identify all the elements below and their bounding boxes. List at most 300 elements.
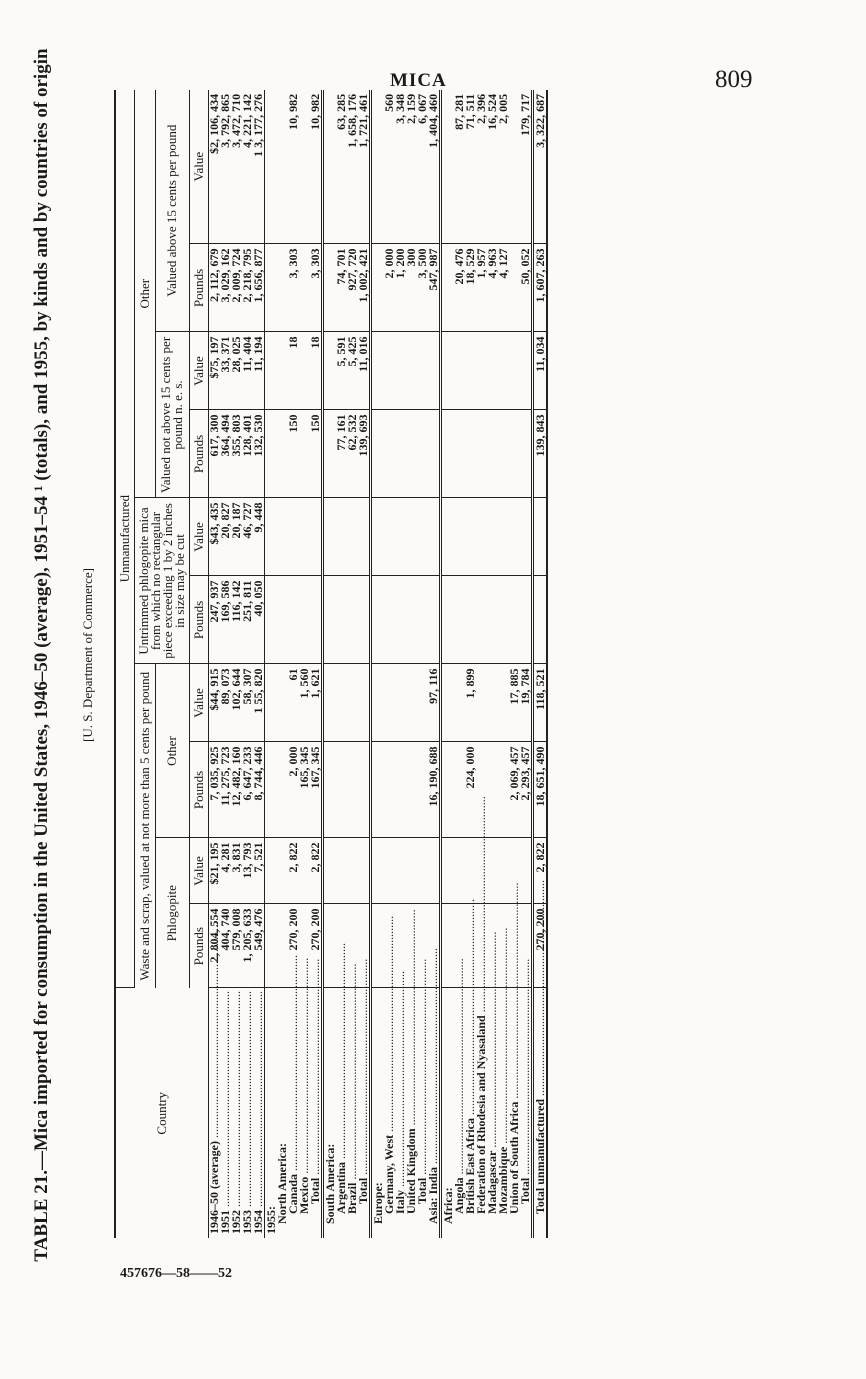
- value-cell: 11, 404: [242, 332, 253, 410]
- pounds-cell: [299, 576, 310, 664]
- value-cell: [509, 498, 520, 576]
- value-cell: 118, 521: [533, 664, 548, 742]
- pounds-cell: 132, 530: [253, 410, 265, 498]
- header-other-group: Other: [135, 90, 156, 498]
- header-value: Value: [190, 498, 209, 576]
- pounds-cell: [509, 410, 520, 498]
- pounds-cell: 12, 482, 160: [231, 742, 242, 838]
- pounds-cell: 1, 607, 263: [533, 244, 548, 332]
- value-cell: $43, 435: [209, 498, 221, 576]
- value-cell: 11, 016: [358, 332, 371, 410]
- header-pounds: Pounds: [190, 576, 209, 664]
- pounds-cell: 2, 000: [384, 244, 395, 332]
- pounds-cell: 18, 651, 490: [533, 742, 548, 838]
- country-label: Federation of Rhodesia and Nyasaland .....: [476, 993, 487, 1235]
- total-row: [520, 90, 533, 1238]
- country-label: 1951 .....: [220, 993, 231, 1235]
- value-cell: [265, 664, 278, 742]
- value-cell: 28, 025: [231, 332, 242, 410]
- value-cell: [441, 498, 455, 576]
- country-label: Total .....: [520, 993, 531, 1235]
- value-cell: 13, 793: [242, 838, 253, 904]
- pounds-cell: [520, 576, 533, 664]
- value-cell: 2, 822: [310, 838, 323, 904]
- value-cell: [323, 838, 337, 904]
- pounds-cell: 2, 293, 457: [520, 742, 533, 838]
- value-cell: $21, 195: [209, 838, 221, 904]
- value-cell: [476, 664, 487, 742]
- pounds-cell: 139, 843: [533, 410, 548, 498]
- header-pounds: Pounds: [190, 410, 209, 498]
- pounds-cell: [323, 576, 337, 664]
- value-cell: [265, 332, 278, 410]
- value-cell: 3, 348: [395, 90, 406, 244]
- pounds-cell: [454, 576, 465, 664]
- value-cell: 3, 322, 687: [533, 90, 548, 244]
- country-label: North America:: [275, 1143, 289, 1224]
- running-title: MICA: [390, 70, 447, 91]
- value-cell: [265, 838, 278, 904]
- value-cell: 3, 472, 710: [231, 90, 242, 244]
- pounds-cell: [358, 742, 371, 838]
- page-number: 809: [715, 66, 753, 93]
- pounds-cell: [520, 410, 533, 498]
- country-label: Africa:: [441, 1187, 455, 1224]
- pounds-cell: 167, 345: [310, 742, 323, 838]
- pounds-cell: 617, 300: [209, 410, 221, 498]
- value-cell: [520, 838, 533, 904]
- value-cell: 16, 524: [487, 90, 498, 244]
- header-above-15: Valued above 15 cents per pound: [155, 90, 189, 332]
- header-pounds: Pounds: [190, 244, 209, 332]
- row-label: [253, 988, 265, 1238]
- value-cell: [428, 838, 441, 904]
- table-caption: TABLE 21.—Mica imported for consumption in the United States, 1946–50 (average), 1951–54 ¹ (totals), and 1955, by kinds and by countries of origin: [31, 48, 52, 1262]
- value-cell: [395, 498, 406, 576]
- value-cell: 89, 073: [220, 664, 231, 742]
- country-label: Madagascar .....: [487, 993, 498, 1235]
- value-cell: [498, 332, 509, 410]
- pounds-cell: 300: [406, 244, 417, 332]
- value-cell: [347, 498, 358, 576]
- pounds-cell: 355, 803: [231, 410, 242, 498]
- value-cell: [406, 838, 417, 904]
- value-cell: 5, 591: [336, 332, 347, 410]
- pounds-cell: [441, 576, 455, 664]
- table-body: [209, 90, 548, 1238]
- row-label: [533, 988, 548, 1238]
- value-cell: 1 3, 177, 276: [253, 90, 265, 244]
- pounds-cell: [371, 742, 385, 838]
- value-cell: [417, 332, 428, 410]
- value-cell: 6, 067: [417, 90, 428, 244]
- value-cell: [371, 664, 385, 742]
- pounds-cell: 1, 205, 633: [242, 904, 253, 988]
- value-cell: 7, 521: [253, 838, 265, 904]
- value-cell: [395, 664, 406, 742]
- value-cell: 2, 822: [288, 838, 299, 904]
- value-cell: 1 55, 820: [253, 664, 265, 742]
- pounds-cell: 3, 303: [288, 244, 299, 332]
- pounds-cell: [395, 410, 406, 498]
- pounds-cell: 224, 000: [465, 742, 476, 838]
- pounds-cell: [428, 576, 441, 664]
- pounds-cell: 2, 804, 554: [209, 904, 221, 988]
- pounds-cell: 2, 218, 795: [242, 244, 253, 332]
- value-cell: 58, 307: [242, 664, 253, 742]
- pounds-cell: 251, 811: [242, 576, 253, 664]
- header-country: Country: [115, 988, 209, 1238]
- country-label: 1953 .....: [242, 993, 253, 1235]
- pounds-cell: [498, 410, 509, 498]
- header-not-above-15: Valued not above 15 cents per pound n. e. s.: [155, 332, 189, 498]
- value-cell: [533, 498, 548, 576]
- value-cell: [476, 498, 487, 576]
- value-cell: 18: [310, 332, 323, 410]
- value-cell: [384, 664, 395, 742]
- pounds-cell: [498, 576, 509, 664]
- value-cell: [417, 838, 428, 904]
- pounds-cell: 50, 052: [520, 244, 533, 332]
- total-row: [358, 90, 371, 1238]
- pounds-cell: 3, 303: [310, 244, 323, 332]
- pounds-cell: 8, 744, 446: [253, 742, 265, 838]
- value-cell: [395, 332, 406, 410]
- value-cell: [323, 664, 337, 742]
- value-cell: 1, 560: [299, 664, 310, 742]
- pounds-cell: [487, 576, 498, 664]
- value-cell: [487, 332, 498, 410]
- pounds-cell: [371, 576, 385, 664]
- value-cell: [310, 498, 323, 576]
- country-label: 1954 .....: [253, 993, 264, 1235]
- header-unmanufactured: Unmanufactured: [115, 90, 135, 988]
- value-cell: 11, 034: [533, 332, 548, 410]
- value-cell: 11, 194: [253, 332, 265, 410]
- country-label: Asia: India .....: [428, 993, 439, 1235]
- country-label: Angola .....: [454, 993, 465, 1235]
- value-cell: [454, 838, 465, 904]
- value-cell: 10, 982: [310, 90, 323, 244]
- pounds-cell: 128, 401: [242, 410, 253, 498]
- pounds-cell: 547, 987: [428, 244, 441, 332]
- pounds-cell: [441, 410, 455, 498]
- header-pounds: Pounds: [190, 742, 209, 838]
- country-label: Union of South Africa .....: [509, 993, 520, 1235]
- value-cell: [520, 498, 533, 576]
- value-cell: 20, 187: [231, 498, 242, 576]
- pounds-cell: [384, 576, 395, 664]
- pounds-cell: [265, 904, 278, 988]
- header-untrimmed-phlogopite: Untrimmed phlogopite mica from which no rectangular piece exceeding 1 by 2 inches in size may be cut: [135, 498, 190, 664]
- value-cell: 19, 784: [520, 664, 533, 742]
- pounds-cell: [487, 410, 498, 498]
- pounds-cell: 2, 000: [288, 742, 299, 838]
- value-cell: [428, 332, 441, 410]
- pounds-cell: [358, 576, 371, 664]
- pounds-cell: 40, 050: [253, 576, 265, 664]
- value-cell: [336, 498, 347, 576]
- value-cell: 102, 644: [231, 664, 242, 742]
- pounds-cell: [441, 742, 455, 838]
- value-cell: [395, 838, 406, 904]
- value-cell: [299, 498, 310, 576]
- value-cell: [358, 664, 371, 742]
- pounds-cell: [265, 576, 278, 664]
- pounds-cell: 18, 529: [465, 244, 476, 332]
- value-cell: 4, 281: [220, 838, 231, 904]
- country-label: South America:: [323, 1143, 337, 1224]
- header-value: Value: [190, 664, 209, 742]
- pounds-cell: 270, 200: [310, 904, 323, 988]
- value-cell: [371, 838, 385, 904]
- pounds-cell: 2, 069, 457: [509, 742, 520, 838]
- pounds-cell: [476, 410, 487, 498]
- pounds-cell: 579, 008: [231, 904, 242, 988]
- value-cell: 3, 792, 865: [220, 90, 231, 244]
- table-row: [253, 90, 265, 1238]
- value-cell: 4, 221, 142: [242, 90, 253, 244]
- pounds-cell: [465, 410, 476, 498]
- pounds-cell: 1, 957: [476, 244, 487, 332]
- value-cell: 17, 885: [509, 664, 520, 742]
- country-label: Total .....: [310, 993, 321, 1235]
- pounds-cell: 74, 701: [336, 244, 347, 332]
- pounds-cell: [277, 576, 288, 664]
- pounds-cell: 2, 112, 679: [209, 244, 221, 332]
- pounds-cell: 7, 035, 925: [209, 742, 221, 838]
- pounds-cell: 11, 275, 723: [220, 742, 231, 838]
- value-cell: 1, 404, 460: [428, 90, 441, 244]
- value-cell: [347, 664, 358, 742]
- pounds-cell: 169, 586: [220, 576, 231, 664]
- pounds-cell: [265, 410, 278, 498]
- pounds-cell: [417, 410, 428, 498]
- pounds-cell: 404, 740: [220, 904, 231, 988]
- pounds-cell: [406, 742, 417, 838]
- value-cell: 9, 448: [253, 498, 265, 576]
- pounds-cell: [476, 576, 487, 664]
- pounds-cell: 549, 476: [253, 904, 265, 988]
- pounds-cell: 116, 142: [231, 576, 242, 664]
- value-cell: 1, 658, 176: [347, 90, 358, 244]
- value-cell: [509, 332, 520, 410]
- value-cell: 1, 899: [465, 664, 476, 742]
- country-label: United Kingdom .....: [406, 993, 417, 1235]
- pounds-cell: [417, 576, 428, 664]
- value-cell: [406, 498, 417, 576]
- value-cell: 179, 717: [520, 90, 533, 244]
- value-cell: [406, 332, 417, 410]
- pounds-cell: 2, 009, 724: [231, 244, 242, 332]
- pounds-cell: 165, 345: [299, 742, 310, 838]
- value-cell: [465, 332, 476, 410]
- value-cell: 97, 116: [428, 664, 441, 742]
- value-cell: [454, 498, 465, 576]
- value-cell: 46, 727: [242, 498, 253, 576]
- value-cell: [265, 498, 278, 576]
- pounds-cell: [265, 244, 278, 332]
- value-cell: [384, 498, 395, 576]
- value-cell: [520, 332, 533, 410]
- table-source-note: [U. S. Department of Commerce]: [80, 568, 95, 743]
- value-cell: [498, 498, 509, 576]
- footer-code: 457676—58——52: [120, 1266, 232, 1281]
- pounds-cell: [323, 742, 337, 838]
- country-label: Argentina .....: [336, 993, 347, 1235]
- pounds-cell: 1, 002, 421: [358, 244, 371, 332]
- pounds-cell: [406, 576, 417, 664]
- pounds-cell: 3, 500: [417, 244, 428, 332]
- pounds-cell: [384, 410, 395, 498]
- total-row: [310, 90, 323, 1238]
- row-label: [310, 988, 323, 1238]
- value-cell: 3, 831: [231, 838, 242, 904]
- value-cell: 18: [288, 332, 299, 410]
- country-label: Mozambique .....: [498, 993, 509, 1235]
- pounds-cell: 6, 647, 233: [242, 742, 253, 838]
- value-cell: 5, 425: [347, 332, 358, 410]
- value-cell: 10, 982: [288, 90, 299, 244]
- pounds-cell: 139, 693: [358, 410, 371, 498]
- value-cell: [336, 838, 347, 904]
- value-cell: [358, 498, 371, 576]
- country-label: Total .....: [358, 993, 369, 1235]
- country-label: Total .....: [417, 993, 428, 1235]
- country-label: 1952 .....: [231, 993, 242, 1235]
- pounds-cell: [395, 576, 406, 664]
- value-cell: [371, 498, 385, 576]
- row-label: [358, 988, 371, 1238]
- pounds-cell: [347, 742, 358, 838]
- value-cell: [487, 498, 498, 576]
- pounds-cell: 364, 494: [220, 410, 231, 498]
- value-cell: 20, 827: [220, 498, 231, 576]
- pounds-cell: [395, 742, 406, 838]
- value-cell: [288, 498, 299, 576]
- value-cell: [441, 664, 455, 742]
- value-cell: $2, 106, 434: [209, 90, 221, 244]
- header-value: Value: [190, 838, 209, 904]
- pounds-cell: [509, 576, 520, 664]
- value-cell: [347, 838, 358, 904]
- pounds-cell: [265, 742, 278, 838]
- country-label: Italy .....: [395, 993, 406, 1235]
- header-pounds: Pounds: [190, 904, 209, 988]
- value-cell: $75, 197: [209, 332, 221, 410]
- value-cell: [476, 332, 487, 410]
- pounds-cell: 150: [310, 410, 323, 498]
- row-label: [428, 988, 441, 1238]
- country-label: Total unmanufactured .....: [535, 993, 546, 1235]
- pounds-cell: [288, 576, 299, 664]
- header-phlogopite: Phlogopite: [155, 838, 189, 988]
- pounds-cell: 1, 200: [395, 244, 406, 332]
- value-cell: 2, 396: [476, 90, 487, 244]
- pounds-cell: [406, 410, 417, 498]
- value-cell: 61: [288, 664, 299, 742]
- value-cell: 87, 281: [454, 90, 465, 244]
- value-cell: 2, 822: [533, 838, 548, 904]
- country-label: Germany, West .....: [384, 993, 395, 1235]
- pounds-cell: 4, 127: [498, 244, 509, 332]
- country-label: Canada .....: [288, 993, 299, 1235]
- table-row: [428, 90, 441, 1238]
- value-cell: $44, 915: [209, 664, 221, 742]
- value-cell: [428, 498, 441, 576]
- country-label: Brazil .....: [347, 993, 358, 1235]
- header-other: Other: [155, 664, 189, 838]
- value-cell: 2, 159: [406, 90, 417, 244]
- value-cell: [384, 838, 395, 904]
- header-value: Value: [190, 90, 209, 244]
- pounds-cell: 247, 937: [209, 576, 221, 664]
- pounds-cell: 4, 963: [487, 244, 498, 332]
- pounds-cell: [465, 576, 476, 664]
- pounds-cell: 927, 720: [347, 244, 358, 332]
- value-cell: 2, 005: [498, 90, 509, 244]
- pounds-cell: [428, 410, 441, 498]
- pounds-cell: 62, 532: [347, 410, 358, 498]
- mica-imports-table: [114, 90, 548, 1238]
- pounds-cell: 77, 161: [336, 410, 347, 498]
- pounds-cell: [347, 576, 358, 664]
- pounds-cell: 20, 476: [454, 244, 465, 332]
- value-cell: [465, 498, 476, 576]
- value-cell: [323, 498, 337, 576]
- value-cell: [384, 332, 395, 410]
- value-cell: [277, 498, 288, 576]
- pounds-cell: [487, 742, 498, 838]
- pounds-cell: [336, 576, 347, 664]
- pounds-cell: [533, 576, 548, 664]
- pounds-cell: 150: [288, 410, 299, 498]
- table-row: [265, 90, 278, 1238]
- value-cell: [441, 332, 455, 410]
- value-cell: [417, 498, 428, 576]
- pounds-cell: [310, 576, 323, 664]
- row-label: [520, 988, 533, 1238]
- pounds-cell: 270, 200: [533, 904, 548, 988]
- pounds-cell: 270, 200: [288, 904, 299, 988]
- country-label: British East Africa .....: [465, 993, 476, 1235]
- pounds-cell: 1, 656, 877: [253, 244, 265, 332]
- value-cell: 63, 285: [336, 90, 347, 244]
- value-cell: 560: [384, 90, 395, 244]
- pounds-cell: [454, 410, 465, 498]
- value-cell: [441, 838, 455, 904]
- pounds-cell: 3, 029, 162: [220, 244, 231, 332]
- value-cell: [336, 664, 347, 742]
- value-cell: [487, 664, 498, 742]
- country-label: Europe:: [371, 1182, 385, 1224]
- value-cell: 1, 721, 461: [358, 90, 371, 244]
- value-cell: [265, 90, 278, 244]
- header-waste-scrap: Waste and scrap, valued at not more than 5 cents per pound: [135, 664, 156, 988]
- pounds-cell: [384, 742, 395, 838]
- value-cell: [371, 332, 385, 410]
- value-cell: [358, 838, 371, 904]
- value-cell: [454, 332, 465, 410]
- pounds-cell: 16, 190, 688: [428, 742, 441, 838]
- table-row: [533, 90, 548, 1238]
- value-cell: [371, 90, 385, 244]
- header-value: Value: [190, 332, 209, 410]
- pounds-cell: [336, 742, 347, 838]
- value-cell: 71, 511: [465, 90, 476, 244]
- value-cell: 1, 621: [310, 664, 323, 742]
- value-cell: 33, 371: [220, 332, 231, 410]
